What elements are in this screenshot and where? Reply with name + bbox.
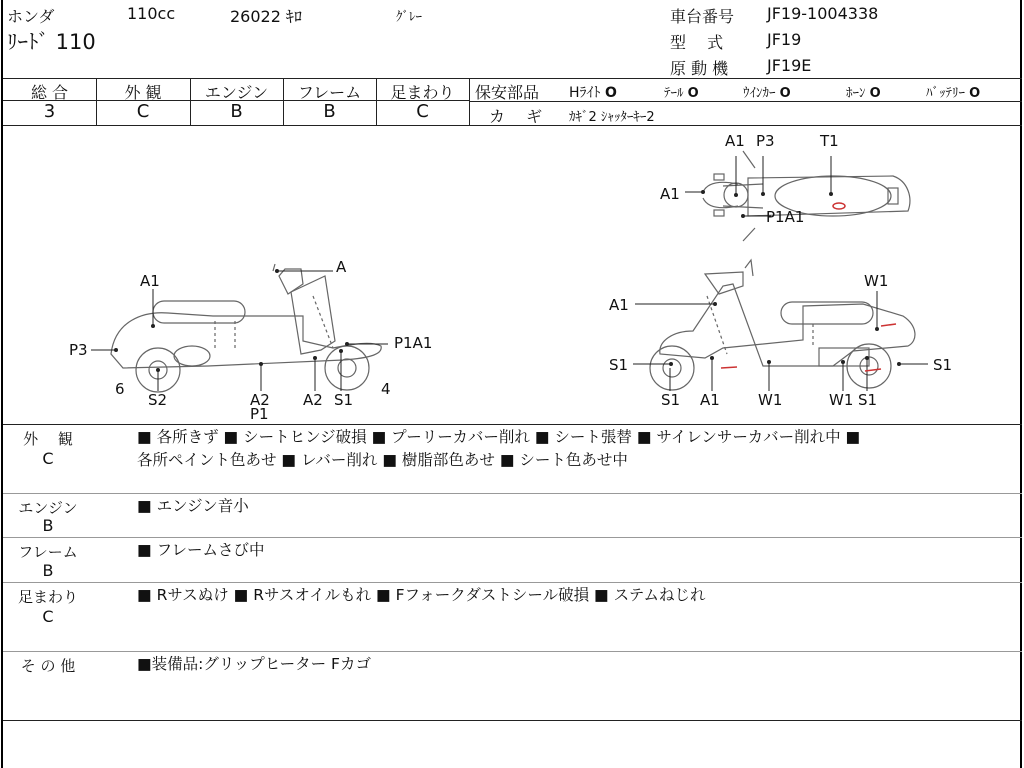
safety-tail: ﾃｰﾙ O — [664, 86, 699, 101]
remark-category: フレーム — [18, 543, 78, 561]
safety-horn: ﾎｰﾝ O — [846, 86, 881, 101]
diagram-label: P3 — [69, 341, 88, 359]
remark-text: ■装備品:グリップヒーター Fカゴ — [137, 655, 371, 673]
diagram-label: A — [336, 258, 347, 276]
grade-label: フレーム — [297, 83, 362, 102]
safety-label: 保安部品 — [475, 83, 540, 102]
diagram-label: A1 — [140, 272, 160, 290]
remark-grade: C — [42, 607, 54, 626]
maker: ホンダ — [7, 7, 55, 26]
remark-category: 外 観 — [23, 430, 73, 448]
diagram-label: A1 — [660, 185, 680, 203]
grade-value: C — [136, 101, 150, 122]
diagram-label: 6 — [115, 380, 125, 398]
safety-battery: ﾊﾞｯﾃﾘｰ O — [926, 86, 981, 101]
diagram-label: S1 — [661, 391, 681, 409]
diagram-label: A1 — [700, 391, 720, 409]
diagram-label: W1 — [829, 391, 854, 409]
grade-label: 総 合 — [30, 83, 69, 102]
frame-number: JF19-1004338 — [767, 4, 879, 23]
displacement: 110cc — [127, 4, 176, 23]
diagram-label: S1 — [858, 391, 878, 409]
remark-text: ■ Rサスぬけ ■ Rサスオイルもれ ■ Fフォークダストシール破損 ■ ステムねじれ — [137, 586, 706, 604]
diagram-label: P1A1 — [766, 208, 805, 226]
model-name: ﾘｰﾄﾞ 110 — [7, 30, 96, 54]
grade-value: C — [416, 101, 429, 122]
grade-value: 3 — [43, 101, 56, 122]
model-code-label: 型 式 — [670, 33, 724, 52]
safety-headlight: Hﾗｲﾄ O — [569, 85, 617, 101]
diagram-label: S1 — [609, 356, 629, 374]
diagram-label: T1 — [820, 132, 839, 150]
grade-value: B — [323, 101, 336, 122]
diagram-label: A1 — [609, 296, 629, 314]
diagram-label: W1 — [864, 272, 889, 290]
grade-label: 足まわり — [390, 83, 455, 102]
diagram-label: A2 — [250, 391, 270, 409]
remark-category: エンジン — [18, 499, 78, 517]
diagram-label: S1 — [334, 391, 354, 409]
diagram-label: S2 — [148, 391, 168, 409]
keys-label: カ ギ — [489, 107, 543, 126]
diagram-label: W1 — [758, 391, 783, 409]
engine-label: 原 動 機 — [670, 59, 729, 78]
frame-number-label: 車台番号 — [670, 7, 735, 26]
inspection-sheet — [1, 0, 1022, 768]
mileage: 26022 ｷﾛ — [230, 7, 302, 26]
remark-text: ■ フレームさび中 — [137, 541, 265, 559]
engine-code: JF19E — [767, 56, 812, 75]
grade-value: B — [230, 101, 243, 122]
diagram-label: P1 — [250, 405, 269, 423]
color: ｸﾞﾚｰ — [396, 10, 422, 25]
diagram-label: A2 — [303, 391, 323, 409]
remark-grade: B — [42, 516, 54, 535]
remark-grade: C — [42, 449, 54, 468]
diagram-label: P3 — [756, 132, 775, 150]
remark-text: ■ 各所きず ■ シートヒンジ破損 ■ プーリーカバー削れ ■ シート張替 ■ サイレンサーカバー削れ中 ■ 各所ペイント色あせ ■ レバー削れ ■ 樹脂部色あせ ■ シート色あせ中 — [137, 428, 861, 469]
safety-winker: ｳｲﾝｶｰ O — [743, 86, 791, 101]
scooter-top-view — [703, 151, 910, 241]
remark-category: 足まわり — [17, 588, 78, 606]
diagram-label: S1 — [933, 356, 953, 374]
diagram-label: 4 — [381, 380, 391, 398]
grade-label: 外 観 — [124, 83, 162, 102]
diagram-label: P1A1 — [394, 334, 433, 352]
remark-category: そ の 他 — [20, 657, 76, 675]
keys-value: ｶｷﾞ2 ｼｬｯﾀｰｷｰ2 — [569, 110, 655, 125]
remark-grade: B — [42, 561, 54, 580]
grade-label: エンジン — [204, 83, 269, 102]
remark-text: ■ エンジン音小 — [137, 497, 249, 515]
diagram-label: A1 — [725, 132, 745, 150]
model-code: JF19 — [767, 30, 802, 49]
